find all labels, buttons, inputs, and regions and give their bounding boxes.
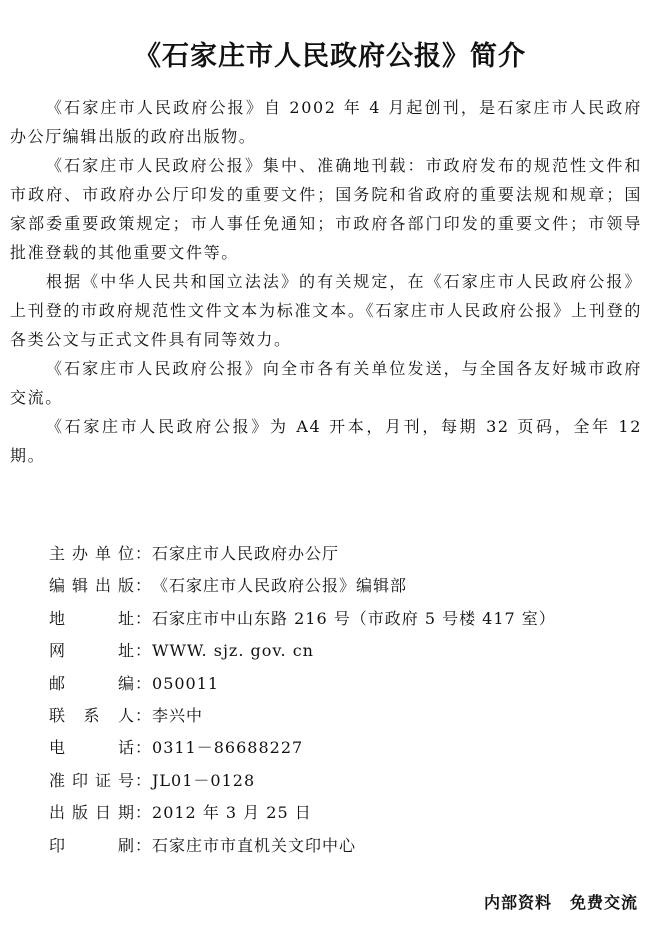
info-row-editor <box>49 571 609 603</box>
info-value: 石家庄市中山东路 216 号（市政府 5 号楼 417 室） <box>152 608 556 628</box>
info-value: 李兴中 <box>152 705 204 725</box>
info-value: JL01－0128 <box>152 770 256 790</box>
info-row-permit <box>49 766 609 798</box>
info-label: 电话 <box>49 738 135 758</box>
info-label: 地址 <box>49 608 135 628</box>
paragraph-distribution: 《石家庄市人民政府公报》向全市各有关单位发送，与全国各友好城市政府交流。 <box>10 359 642 407</box>
footer-note <box>484 890 638 913</box>
info-label: 网址 <box>49 641 135 661</box>
info-separator: ： <box>135 835 153 855</box>
introduction-body <box>10 93 642 470</box>
info-separator: ： <box>135 544 153 563</box>
info-row-phone <box>49 733 609 765</box>
info-label: 主办单位 <box>49 544 135 563</box>
info-value: 石家庄市人民政府办公厅 <box>152 544 340 563</box>
info-row-address <box>49 604 609 636</box>
info-row-publish-date <box>49 798 609 830</box>
info-label: 邮编 <box>49 673 135 693</box>
info-label: 印刷 <box>49 835 135 855</box>
info-separator: ： <box>135 576 153 596</box>
info-value: 石家庄市市直机关文印中心 <box>152 835 357 855</box>
info-label: 出版日期 <box>49 803 135 823</box>
info-value: 0311－86688227 <box>152 738 304 758</box>
info-row-sponsor <box>49 539 609 571</box>
page-title: 《石家庄市人民政府公报》简介 <box>134 41 526 72</box>
info-row-postcode <box>49 669 609 701</box>
info-row-printer <box>49 831 609 863</box>
info-value: 《石家庄市人民政府公报》编辑部 <box>152 576 408 596</box>
publication-info <box>49 539 609 863</box>
paragraph-founding: 《石家庄市人民政府公报》自 2002 年 4 月起创刊，是石家庄市人民政府办公厅编辑出版的政府出版物。 <box>10 98 642 146</box>
info-row-website <box>49 636 609 668</box>
info-separator: ： <box>135 673 153 693</box>
info-separator: ： <box>135 803 153 823</box>
paragraph-format: 《石家庄市人民政府公报》为 A4 开本，月刊，每期 32 页码，全年 12 期。 <box>10 417 642 465</box>
info-label: 编辑出版 <box>49 576 135 596</box>
info-separator: ： <box>135 705 153 725</box>
info-value: 050011 <box>152 673 220 693</box>
info-label: 准印证号 <box>49 770 135 790</box>
footer-free-exchange: 免费交流 <box>569 893 638 912</box>
info-value: WWW. sjz. gov. cn <box>152 641 314 661</box>
info-separator: ： <box>135 770 153 790</box>
info-separator: ： <box>135 641 153 661</box>
info-separator: ： <box>135 738 153 758</box>
info-separator: ： <box>135 608 153 628</box>
footer-internal-material: 内部资料 <box>483 893 552 912</box>
paragraph-content-scope: 《石家庄市人民政府公报》集中、准确地刊载：市政府发布的规范性文件和市政府、市政府办公厅印发的重要文件；国务院和省政府的重要法规和规章；国家部委重要政策规定；市人事任免通知；市政府各部门印发的重要文件；市领导批准登载的其他重要文件等。 <box>10 156 642 262</box>
paragraph-legal-status: 根据《中华人民共和国立法法》的有关规定，在《石家庄市人民政府公报》上刊登的市政府规范性文件文本为标准文本。《石家庄市人民政府公报》上刊登的各类公文与正式文件具有同等效力。 <box>10 272 642 349</box>
info-value: 2012 年 3 月 25 日 <box>152 803 312 823</box>
info-label: 联系人 <box>49 705 135 725</box>
info-row-contact <box>49 701 609 733</box>
